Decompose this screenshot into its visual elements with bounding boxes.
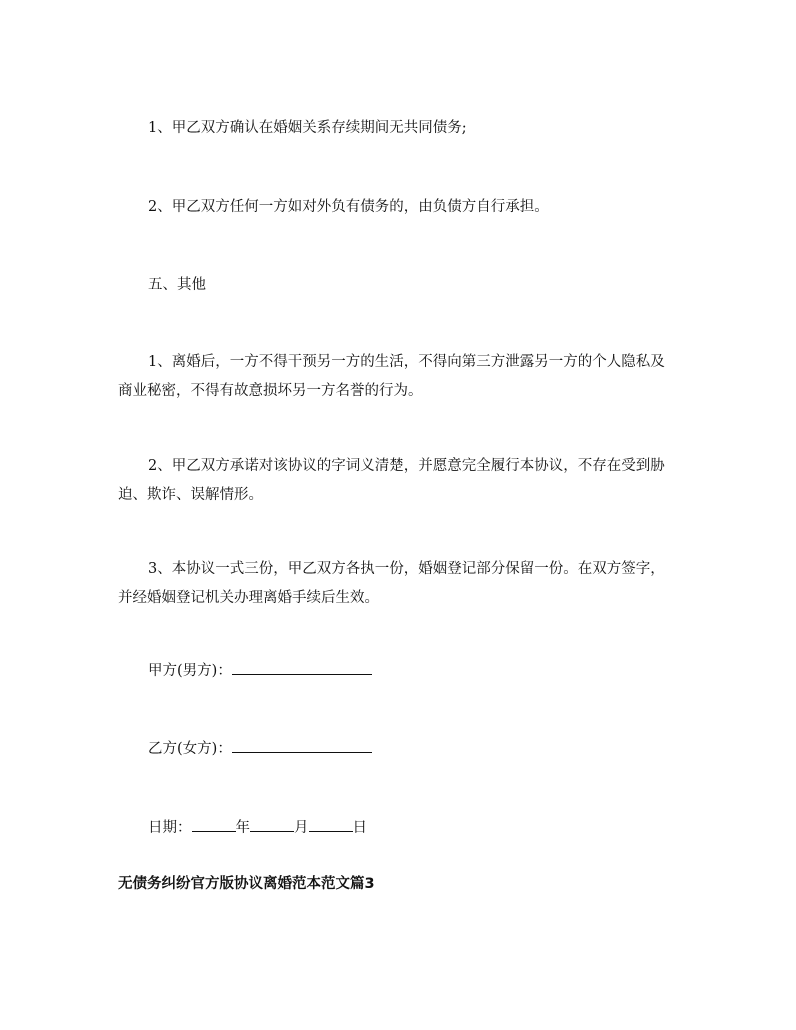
party-b-signature-blank[interactable] bbox=[232, 738, 372, 753]
party-a-label: 甲方(男方)： bbox=[148, 663, 232, 679]
section-heading-other: 五、其他 bbox=[148, 277, 206, 293]
party-b-label: 乙方(女方)： bbox=[148, 741, 232, 757]
date-line bbox=[148, 817, 367, 838]
day-blank[interactable] bbox=[309, 817, 353, 832]
other-clause-3: 3、本协议一式三份，甲乙双方各执一份，婚姻登记部分保留一份。在双方签字，并经婚姻登记机关办理离婚手续后生效。 bbox=[118, 561, 665, 606]
party-a-signature-line bbox=[148, 660, 372, 681]
other-clause-1: 1、离婚后，一方不得干预另一方的生活，不得向第三方泄露另一方的个人隐私及商业秘密，不得有故意损坏另一方名誉的行为。 bbox=[118, 354, 665, 399]
other-clause-2: 2、甲乙双方承诺对该协议的字词义清楚，并愿意完全履行本协议，不存在受到胁迫、欺诈、误解情形。 bbox=[118, 458, 665, 503]
month-blank[interactable] bbox=[250, 817, 294, 832]
debt-clause-2: 2、甲乙双方任何一方如对外负有债务的，由负债方自行承担。 bbox=[148, 199, 549, 215]
next-section-title: 无债务纠纷官方版协议离婚范本范文篇3 bbox=[118, 876, 375, 892]
party-a-signature-blank[interactable] bbox=[232, 660, 372, 675]
year-blank[interactable] bbox=[192, 817, 236, 832]
party-b-signature-line bbox=[148, 738, 372, 759]
date-label: 日期： bbox=[148, 820, 192, 836]
debt-clause-1: 1、甲乙双方确认在婚姻关系存续期间无共同债务; bbox=[148, 120, 467, 136]
month-label: 月 bbox=[294, 820, 309, 836]
day-label: 日 bbox=[352, 820, 367, 836]
year-label: 年 bbox=[235, 820, 250, 836]
